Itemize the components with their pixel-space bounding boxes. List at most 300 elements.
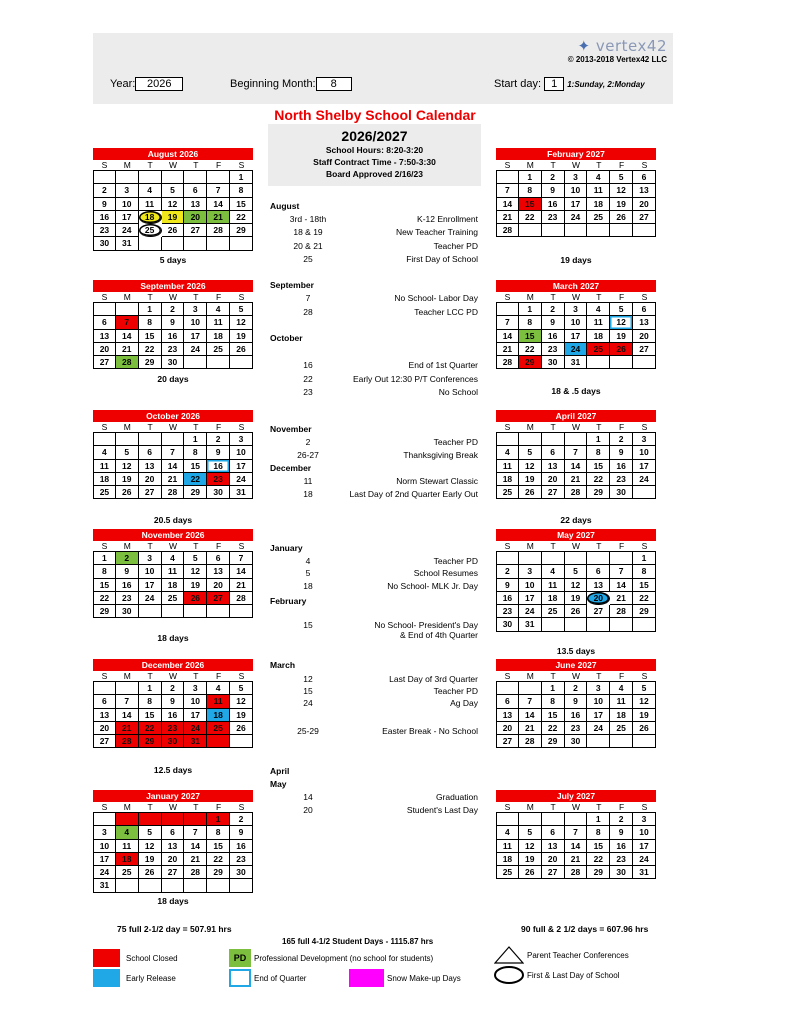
day-cell[interactable]: 3: [633, 433, 656, 446]
day-cell[interactable]: 18: [610, 709, 633, 722]
day-cell[interactable]: 22: [587, 473, 610, 486]
day-cell[interactable]: 16: [610, 460, 633, 473]
day-cell[interactable]: 21: [610, 592, 633, 605]
day-cell[interactable]: 31: [230, 486, 253, 499]
day-cell[interactable]: 24: [184, 722, 207, 735]
day-cell[interactable]: 19: [162, 211, 185, 224]
day-cell[interactable]: 3: [184, 303, 207, 316]
day-cell[interactable]: 29: [542, 735, 565, 748]
day-cell[interactable]: 10: [587, 695, 610, 708]
day-cell[interactable]: 11: [207, 695, 230, 708]
day-cell[interactable]: 22: [542, 722, 565, 735]
day-cell[interactable]: 5: [139, 826, 162, 839]
day-cell[interactable]: 1: [139, 303, 162, 316]
day-cell[interactable]: 8: [519, 316, 542, 329]
day-cell[interactable]: 16: [116, 579, 139, 592]
day-cell[interactable]: 23: [116, 592, 139, 605]
day-cell[interactable]: 5: [610, 171, 633, 184]
day-cell[interactable]: 19: [519, 853, 542, 866]
day-cell[interactable]: 31: [565, 356, 588, 369]
day-cell[interactable]: 14: [496, 198, 519, 211]
day-cell[interactable]: 29: [519, 356, 542, 369]
day-cell[interactable]: 3: [587, 682, 610, 695]
day-cell[interactable]: 29: [139, 356, 162, 369]
day-cell[interactable]: 22: [587, 853, 610, 866]
day-cell[interactable]: 10: [633, 826, 656, 839]
day-cell[interactable]: 13: [162, 840, 185, 853]
day-cell[interactable]: 22: [519, 343, 542, 356]
day-cell[interactable]: 16: [565, 709, 588, 722]
day-cell[interactable]: 30: [162, 356, 185, 369]
day-cell[interactable]: 17: [519, 592, 542, 605]
day-cell[interactable]: 10: [565, 316, 588, 329]
day-cell[interactable]: 4: [610, 682, 633, 695]
day-cell[interactable]: 7: [116, 695, 139, 708]
day-cell[interactable]: 29: [207, 866, 230, 879]
day-cell[interactable]: 6: [496, 695, 519, 708]
day-cell[interactable]: 24: [633, 473, 656, 486]
day-cell[interactable]: 3: [230, 433, 253, 446]
day-cell[interactable]: 31: [633, 866, 656, 879]
day-cell[interactable]: 28: [496, 356, 519, 369]
day-cell[interactable]: 6: [633, 303, 656, 316]
day-cell[interactable]: 20: [93, 722, 116, 735]
day-cell[interactable]: 8: [633, 565, 656, 578]
day-cell[interactable]: 9: [230, 826, 253, 839]
day-cell[interactable]: 1: [93, 552, 116, 565]
day-cell[interactable]: 10: [230, 446, 253, 459]
day-cell[interactable]: 8: [519, 184, 542, 197]
day-cell[interactable]: 25: [162, 592, 185, 605]
day-cell[interactable]: 15: [587, 460, 610, 473]
day-cell[interactable]: 5: [230, 682, 253, 695]
day-cell[interactable]: 28: [610, 605, 633, 618]
day-cell[interactable]: 30: [93, 237, 116, 250]
day-cell[interactable]: 10: [93, 840, 116, 853]
day-cell[interactable]: 18: [207, 709, 230, 722]
day-cell[interactable]: 20: [587, 592, 610, 605]
day-cell[interactable]: 14: [184, 840, 207, 853]
day-cell[interactable]: 12: [116, 460, 139, 473]
day-cell[interactable]: 29: [93, 605, 116, 618]
day-cell[interactable]: 19: [633, 709, 656, 722]
day-cell[interactable]: 14: [519, 709, 542, 722]
day-cell[interactable]: 28: [496, 224, 519, 237]
day-cell[interactable]: 26: [633, 722, 656, 735]
day-cell[interactable]: 16: [610, 840, 633, 853]
day-cell[interactable]: 10: [184, 316, 207, 329]
day-cell[interactable]: 12: [610, 184, 633, 197]
day-cell[interactable]: 26: [184, 592, 207, 605]
day-cell[interactable]: 11: [116, 840, 139, 853]
day-cell[interactable]: 21: [207, 211, 230, 224]
day-cell[interactable]: 20: [542, 473, 565, 486]
day-cell[interactable]: 8: [230, 184, 253, 197]
day-cell[interactable]: 28: [230, 592, 253, 605]
day-cell[interactable]: 7: [610, 565, 633, 578]
day-cell[interactable]: 3: [139, 552, 162, 565]
day-cell[interactable]: 3: [93, 826, 116, 839]
day-cell[interactable]: 11: [162, 565, 185, 578]
day-cell[interactable]: 2: [565, 682, 588, 695]
day-cell[interactable]: 23: [610, 473, 633, 486]
day-cell[interactable]: 11: [207, 316, 230, 329]
day-cell[interactable]: 21: [162, 473, 185, 486]
day-cell[interactable]: 2: [93, 184, 116, 197]
day-cell[interactable]: 27: [93, 356, 116, 369]
day-cell[interactable]: 22: [207, 853, 230, 866]
day-cell[interactable]: 22: [519, 211, 542, 224]
day-cell[interactable]: 4: [542, 565, 565, 578]
day-cell[interactable]: 13: [542, 840, 565, 853]
day-cell[interactable]: 28: [162, 486, 185, 499]
day-cell[interactable]: 7: [207, 184, 230, 197]
day-cell[interactable]: 8: [587, 826, 610, 839]
day-cell[interactable]: 11: [93, 460, 116, 473]
day-cell[interactable]: 4: [496, 446, 519, 459]
day-cell[interactable]: 19: [519, 473, 542, 486]
day-cell[interactable]: 6: [93, 316, 116, 329]
day-cell[interactable]: 19: [610, 330, 633, 343]
day-cell[interactable]: 21: [565, 853, 588, 866]
day-cell[interactable]: 25: [139, 224, 162, 237]
day-cell[interactable]: 26: [139, 866, 162, 879]
day-cell[interactable]: 31: [93, 879, 116, 892]
day-cell[interactable]: 7: [230, 552, 253, 565]
day-cell[interactable]: 9: [542, 316, 565, 329]
day-cell[interactable]: 23: [496, 605, 519, 618]
day-cell[interactable]: 18: [587, 330, 610, 343]
day-cell[interactable]: 20: [139, 473, 162, 486]
year-input[interactable]: 2026: [135, 77, 183, 91]
day-cell[interactable]: 18: [496, 853, 519, 866]
day-cell[interactable]: 11: [496, 840, 519, 853]
day-cell[interactable]: 15: [139, 330, 162, 343]
day-cell[interactable]: 22: [93, 592, 116, 605]
day-cell[interactable]: 13: [633, 316, 656, 329]
day-cell[interactable]: 3: [184, 682, 207, 695]
day-cell[interactable]: 9: [496, 579, 519, 592]
day-cell[interactable]: 29: [139, 735, 162, 748]
day-cell[interactable]: 19: [565, 592, 588, 605]
day-cell[interactable]: 6: [542, 826, 565, 839]
day-cell[interactable]: 31: [116, 237, 139, 250]
day-cell[interactable]: 20: [633, 330, 656, 343]
day-cell[interactable]: 5: [519, 446, 542, 459]
day-cell[interactable]: 14: [565, 460, 588, 473]
day-cell[interactable]: 19: [230, 330, 253, 343]
day-cell[interactable]: 2: [542, 303, 565, 316]
day-cell[interactable]: 1: [542, 682, 565, 695]
day-cell[interactable]: 23: [93, 224, 116, 237]
day-cell[interactable]: 11: [496, 460, 519, 473]
day-cell[interactable]: 17: [116, 211, 139, 224]
day-cell[interactable]: 28: [207, 224, 230, 237]
day-cell[interactable]: 27: [162, 866, 185, 879]
day-cell[interactable]: 12: [519, 840, 542, 853]
day-cell[interactable]: 18: [116, 853, 139, 866]
day-cell[interactable]: 30: [162, 735, 185, 748]
day-cell[interactable]: 20: [93, 343, 116, 356]
day-cell[interactable]: 20: [184, 211, 207, 224]
day-cell[interactable]: 23: [162, 343, 185, 356]
day-cell[interactable]: 3: [633, 813, 656, 826]
day-cell[interactable]: 12: [162, 198, 185, 211]
day-cell[interactable]: 6: [542, 446, 565, 459]
day-cell[interactable]: 29: [184, 486, 207, 499]
day-cell[interactable]: 8: [139, 695, 162, 708]
day-cell[interactable]: 17: [139, 579, 162, 592]
day-cell[interactable]: 2: [610, 813, 633, 826]
day-cell[interactable]: 30: [565, 735, 588, 748]
day-cell[interactable]: 5: [162, 184, 185, 197]
day-cell[interactable]: 7: [565, 826, 588, 839]
day-cell[interactable]: 26: [565, 605, 588, 618]
day-cell[interactable]: 14: [230, 565, 253, 578]
day-cell[interactable]: 26: [162, 224, 185, 237]
vertex42-logo[interactable]: ✦ vertex42: [577, 37, 667, 55]
day-cell[interactable]: 1: [184, 433, 207, 446]
day-cell[interactable]: 19: [139, 853, 162, 866]
day-cell[interactable]: 14: [162, 460, 185, 473]
day-cell[interactable]: 24: [230, 473, 253, 486]
day-cell[interactable]: 3: [519, 565, 542, 578]
day-cell[interactable]: 29: [587, 866, 610, 879]
day-cell[interactable]: 12: [519, 460, 542, 473]
day-cell[interactable]: 7: [116, 316, 139, 329]
day-cell[interactable]: 13: [207, 565, 230, 578]
day-cell[interactable]: 1: [633, 552, 656, 565]
day-cell[interactable]: 30: [116, 605, 139, 618]
day-cell[interactable]: 17: [587, 709, 610, 722]
day-cell[interactable]: 30: [610, 866, 633, 879]
day-cell[interactable]: 15: [184, 460, 207, 473]
day-cell[interactable]: 30: [207, 486, 230, 499]
day-cell[interactable]: 5: [116, 446, 139, 459]
day-cell[interactable]: 21: [184, 853, 207, 866]
day-cell[interactable]: 11: [587, 316, 610, 329]
day-cell[interactable]: 19: [184, 579, 207, 592]
day-cell[interactable]: 15: [230, 198, 253, 211]
day-cell[interactable]: 13: [496, 709, 519, 722]
day-cell[interactable]: 24: [519, 605, 542, 618]
day-cell[interactable]: 6: [184, 184, 207, 197]
day-cell[interactable]: 27: [542, 486, 565, 499]
day-cell[interactable]: 9: [565, 695, 588, 708]
day-cell[interactable]: 18: [93, 473, 116, 486]
day-cell[interactable]: 1: [230, 171, 253, 184]
day-cell[interactable]: 1: [587, 433, 610, 446]
day-cell[interactable]: 1: [519, 303, 542, 316]
day-cell[interactable]: 21: [496, 211, 519, 224]
day-cell[interactable]: 28: [565, 866, 588, 879]
day-cell[interactable]: 21: [116, 343, 139, 356]
day-cell[interactable]: 13: [633, 184, 656, 197]
day-cell[interactable]: 7: [496, 316, 519, 329]
day-cell[interactable]: 16: [162, 709, 185, 722]
day-cell[interactable]: 20: [207, 579, 230, 592]
day-cell[interactable]: 12: [565, 579, 588, 592]
day-cell[interactable]: 22: [230, 211, 253, 224]
day-cell[interactable]: 17: [633, 460, 656, 473]
day-cell[interactable]: 6: [587, 565, 610, 578]
day-cell[interactable]: 17: [565, 198, 588, 211]
day-cell[interactable]: 26: [519, 866, 542, 879]
day-cell[interactable]: 20: [496, 722, 519, 735]
day-cell[interactable]: 23: [230, 853, 253, 866]
day-cell[interactable]: 31: [519, 618, 542, 631]
day-cell[interactable]: 24: [93, 866, 116, 879]
day-cell[interactable]: 21: [496, 343, 519, 356]
day-cell[interactable]: 13: [93, 330, 116, 343]
day-cell[interactable]: 18: [139, 211, 162, 224]
day-cell[interactable]: 6: [162, 826, 185, 839]
day-cell[interactable]: 10: [139, 565, 162, 578]
day-cell[interactable]: 1: [139, 682, 162, 695]
day-cell[interactable]: 6: [93, 695, 116, 708]
day-cell[interactable]: 23: [162, 722, 185, 735]
day-cell[interactable]: 10: [519, 579, 542, 592]
day-cell[interactable]: 26: [116, 486, 139, 499]
day-cell[interactable]: 17: [230, 460, 253, 473]
day-cell[interactable]: 1: [587, 813, 610, 826]
day-cell[interactable]: 13: [542, 460, 565, 473]
day-cell[interactable]: 19: [610, 198, 633, 211]
day-cell[interactable]: 30: [230, 866, 253, 879]
day-cell[interactable]: 30: [542, 356, 565, 369]
day-cell[interactable]: 29: [230, 224, 253, 237]
day-cell[interactable]: 9: [610, 446, 633, 459]
day-cell[interactable]: 30: [496, 618, 519, 631]
day-cell[interactable]: 17: [565, 330, 588, 343]
day-cell[interactable]: 17: [184, 709, 207, 722]
day-cell[interactable]: 6: [633, 171, 656, 184]
day-cell[interactable]: 27: [207, 592, 230, 605]
day-cell[interactable]: 16: [207, 460, 230, 473]
day-cell[interactable]: 18: [542, 592, 565, 605]
day-cell[interactable]: 2: [610, 433, 633, 446]
day-cell[interactable]: 20: [542, 853, 565, 866]
day-cell[interactable]: 25: [496, 486, 519, 499]
day-cell[interactable]: 11: [139, 198, 162, 211]
day-cell[interactable]: 15: [587, 840, 610, 853]
day-cell[interactable]: 25: [610, 722, 633, 735]
day-cell[interactable]: 27: [633, 211, 656, 224]
day-cell[interactable]: 25: [587, 343, 610, 356]
day-cell[interactable]: 27: [139, 486, 162, 499]
day-cell[interactable]: 14: [610, 579, 633, 592]
day-cell[interactable]: 20: [162, 853, 185, 866]
day-cell[interactable]: 19: [230, 709, 253, 722]
day-cell[interactable]: 3: [565, 171, 588, 184]
day-cell[interactable]: 1: [519, 171, 542, 184]
day-cell[interactable]: 2: [116, 552, 139, 565]
day-cell[interactable]: 15: [139, 709, 162, 722]
day-cell[interactable]: 12: [633, 695, 656, 708]
day-cell[interactable]: 26: [610, 343, 633, 356]
day-cell[interactable]: 28: [116, 735, 139, 748]
day-cell[interactable]: 24: [587, 722, 610, 735]
day-cell[interactable]: 14: [116, 330, 139, 343]
day-cell[interactable]: 8: [542, 695, 565, 708]
day-cell[interactable]: 8: [184, 446, 207, 459]
day-cell[interactable]: 10: [116, 198, 139, 211]
day-cell[interactable]: 25: [587, 211, 610, 224]
day-cell[interactable]: 30: [610, 486, 633, 499]
day-cell[interactable]: 9: [542, 184, 565, 197]
day-cell[interactable]: 25: [542, 605, 565, 618]
day-cell[interactable]: 24: [139, 592, 162, 605]
day-cell[interactable]: 8: [93, 565, 116, 578]
day-cell[interactable]: 23: [565, 722, 588, 735]
day-cell[interactable]: 15: [93, 579, 116, 592]
day-cell[interactable]: 4: [207, 303, 230, 316]
day-cell[interactable]: 12: [610, 316, 633, 329]
day-cell[interactable]: 16: [542, 198, 565, 211]
day-cell[interactable]: 15: [519, 198, 542, 211]
day-cell[interactable]: 12: [139, 840, 162, 853]
day-cell[interactable]: 16: [93, 211, 116, 224]
day-cell[interactable]: 5: [519, 826, 542, 839]
day-cell[interactable]: 4: [162, 552, 185, 565]
day-cell[interactable]: 13: [587, 579, 610, 592]
day-cell[interactable]: 24: [116, 224, 139, 237]
day-cell[interactable]: 24: [184, 343, 207, 356]
day-cell[interactable]: 13: [93, 709, 116, 722]
day-cell[interactable]: 7: [162, 446, 185, 459]
day-cell[interactable]: 14: [496, 330, 519, 343]
day-cell[interactable]: 16: [230, 840, 253, 853]
day-cell[interactable]: 18: [587, 198, 610, 211]
day-cell[interactable]: 13: [139, 460, 162, 473]
day-cell[interactable]: 7: [565, 446, 588, 459]
day-cell[interactable]: 21: [519, 722, 542, 735]
day-cell[interactable]: 25: [116, 866, 139, 879]
day-cell[interactable]: 2: [162, 682, 185, 695]
day-cell[interactable]: 17: [184, 330, 207, 343]
day-cell[interactable]: 8: [139, 316, 162, 329]
day-cell[interactable]: 11: [610, 695, 633, 708]
day-cell[interactable]: 15: [207, 840, 230, 853]
day-cell[interactable]: 15: [519, 330, 542, 343]
day-cell[interactable]: 14: [565, 840, 588, 853]
day-cell[interactable]: 28: [565, 486, 588, 499]
day-cell[interactable]: 28: [519, 735, 542, 748]
day-cell[interactable]: 6: [207, 552, 230, 565]
day-cell[interactable]: 4: [587, 171, 610, 184]
day-cell[interactable]: 22: [139, 722, 162, 735]
day-cell[interactable]: 4: [496, 826, 519, 839]
day-cell[interactable]: 23: [542, 211, 565, 224]
day-cell[interactable]: 1: [207, 813, 230, 826]
day-cell[interactable]: 4: [587, 303, 610, 316]
day-cell[interactable]: 5: [230, 303, 253, 316]
day-cell[interactable]: 31: [184, 735, 207, 748]
day-cell[interactable]: 14: [116, 709, 139, 722]
day-cell[interactable]: 27: [587, 605, 610, 618]
day-cell[interactable]: 16: [542, 330, 565, 343]
day-cell[interactable]: 24: [565, 211, 588, 224]
day-cell[interactable]: 4: [93, 446, 116, 459]
day-cell[interactable]: 10: [565, 184, 588, 197]
day-cell[interactable]: 9: [610, 826, 633, 839]
day-cell[interactable]: 17: [93, 853, 116, 866]
day-cell[interactable]: 10: [633, 446, 656, 459]
month-input[interactable]: 8: [316, 77, 352, 91]
day-cell[interactable]: 12: [230, 316, 253, 329]
day-cell[interactable]: 21: [116, 722, 139, 735]
day-cell[interactable]: 4: [139, 184, 162, 197]
